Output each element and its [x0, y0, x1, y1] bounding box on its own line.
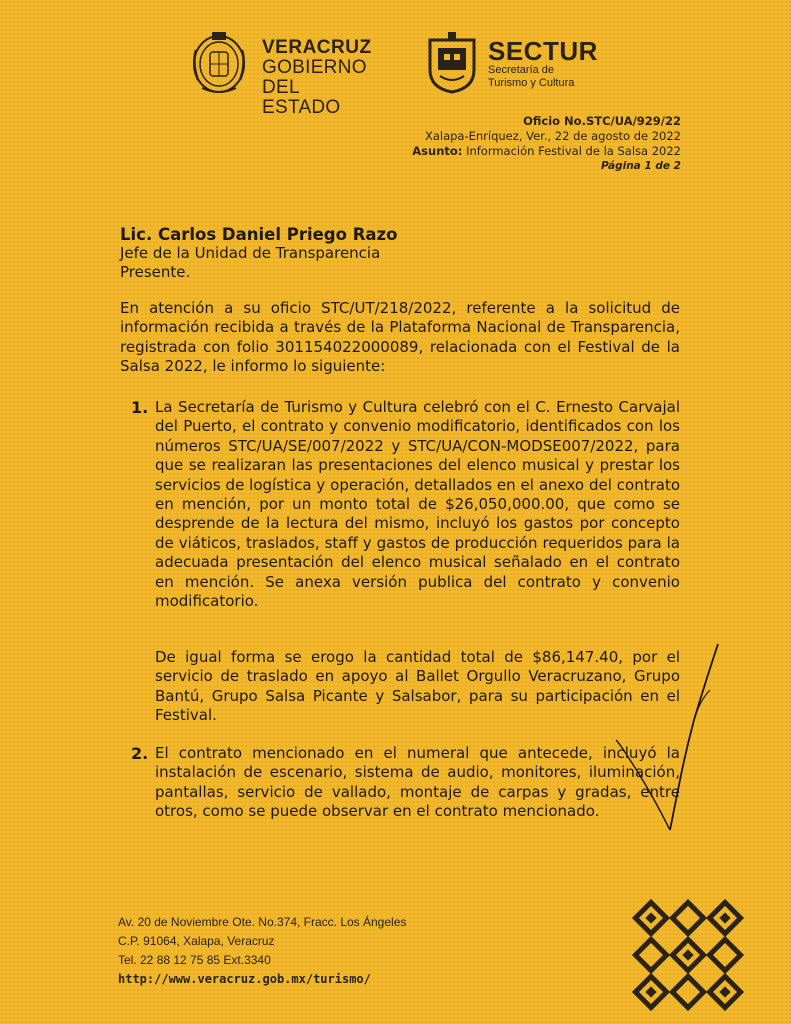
sectur-seal-icon — [424, 30, 480, 94]
veracruz-coat-of-arms-icon — [188, 30, 250, 96]
footer — [118, 913, 406, 989]
oficio-line — [412, 114, 681, 129]
item1-number: 1. — [131, 398, 149, 417]
sectur-title: SECTUR — [488, 36, 598, 66]
asunto-line — [412, 144, 681, 159]
item2-number: 2. — [131, 744, 149, 763]
recipient-role: Jefe de la Unidad de Transparencia — [120, 244, 381, 262]
sectur-subtitle1: Secretaría de — [488, 64, 555, 76]
recipient-name: Lic. Carlos Daniel Priego Razo — [120, 225, 398, 244]
recipient-greeting: Presente. — [120, 263, 191, 281]
intro-paragraph: En atención a su oficio STC/UT/218/2022, referente a la solicitud de información recibida a través de la Plataforma Nacional de Transparencia, registrada con folio 301154022000089, relacionada con el Festival de la Salsa 2022, le informo lo siguiente: — [120, 299, 680, 376]
veracruz-line3: DEL ESTADO — [262, 77, 341, 118]
knot-pattern-icon — [628, 895, 748, 1015]
place-date: Xalapa-Enríquez, Ver., 22 de agosto de 2022 — [424, 129, 681, 143]
sectur-subtitle2: Turismo y Cultura — [488, 77, 575, 89]
page-number: Página 1 de 2 — [600, 160, 681, 172]
veracruz-wordmark — [262, 38, 378, 118]
footer-url[interactable]: http://www.veracruz.gob.mx/turismo/ — [118, 972, 371, 986]
veracruz-logo — [188, 30, 378, 118]
asunto-label: Asunto: — [412, 144, 463, 158]
item2-paragraph: El contrato mencionado en el numeral que antecede, incluyó la instalación de escenario, sistema de audio, monitores, iluminación, pantallas, servicio de vallado, montaje de carpas y gradas, entre otros, como se puede observar en el contrato mencionado. — [155, 744, 680, 821]
asunto-text: Información Festival de la Salsa 2022 — [466, 144, 681, 158]
recipient-block — [120, 225, 397, 282]
footer-address2: C.P. 91064, Xalapa, Veracruz — [118, 934, 275, 948]
footer-phone: Tel. 22 88 12 75 85 Ext.3340 — [118, 953, 271, 967]
veracruz-line2: GOBIERNO — [262, 57, 367, 78]
oficio-number: STC/UA/929/22 — [585, 114, 681, 128]
sectur-logo — [424, 30, 614, 98]
veracruz-line1: VERACRUZ — [262, 37, 372, 58]
item1-paragraph: La Secretaría de Turismo y Cultura celebró con el C. Ernesto Carvajal del Puerto, el contrato y convenio modificatorio, identificados con los números STC/UA/SE/007/2022 y STC/UA/CON-MODSE007/2022, para que se realizaran las presentaciones del elenco musical y prestar los servicios de logística y operación, detallados en el anexo del contrato en mención, por un monto total de $26,050,000.00, que como se desprende de la lectura del mismo, incluyó los gastos por concepto de viáticos, traslados, staff y gastos de producción requeridos para la adecuada presentación del elenco musical señalado en el contrato en mención. Se anexa versión publica del contrato y convenio modificatorio. — [155, 398, 680, 611]
sectur-wordmark — [488, 38, 598, 90]
reference-block — [412, 114, 681, 174]
item1-second-paragraph: De igual forma se erogo la cantidad total de $86,147.40, por el servicio de traslado en apoyo al Ballet Orgullo Veracruzano, Grupo Bantú, Grupo Salsa Picante y Salsabor, para su participación en el Festival. — [155, 648, 680, 725]
footer-address1: Av. 20 de Noviembre Ote. No.374, Fracc. Los Ángeles — [118, 915, 407, 929]
oficio-label: Oficio No. — [523, 114, 586, 128]
signature-stroke — [610, 640, 730, 840]
